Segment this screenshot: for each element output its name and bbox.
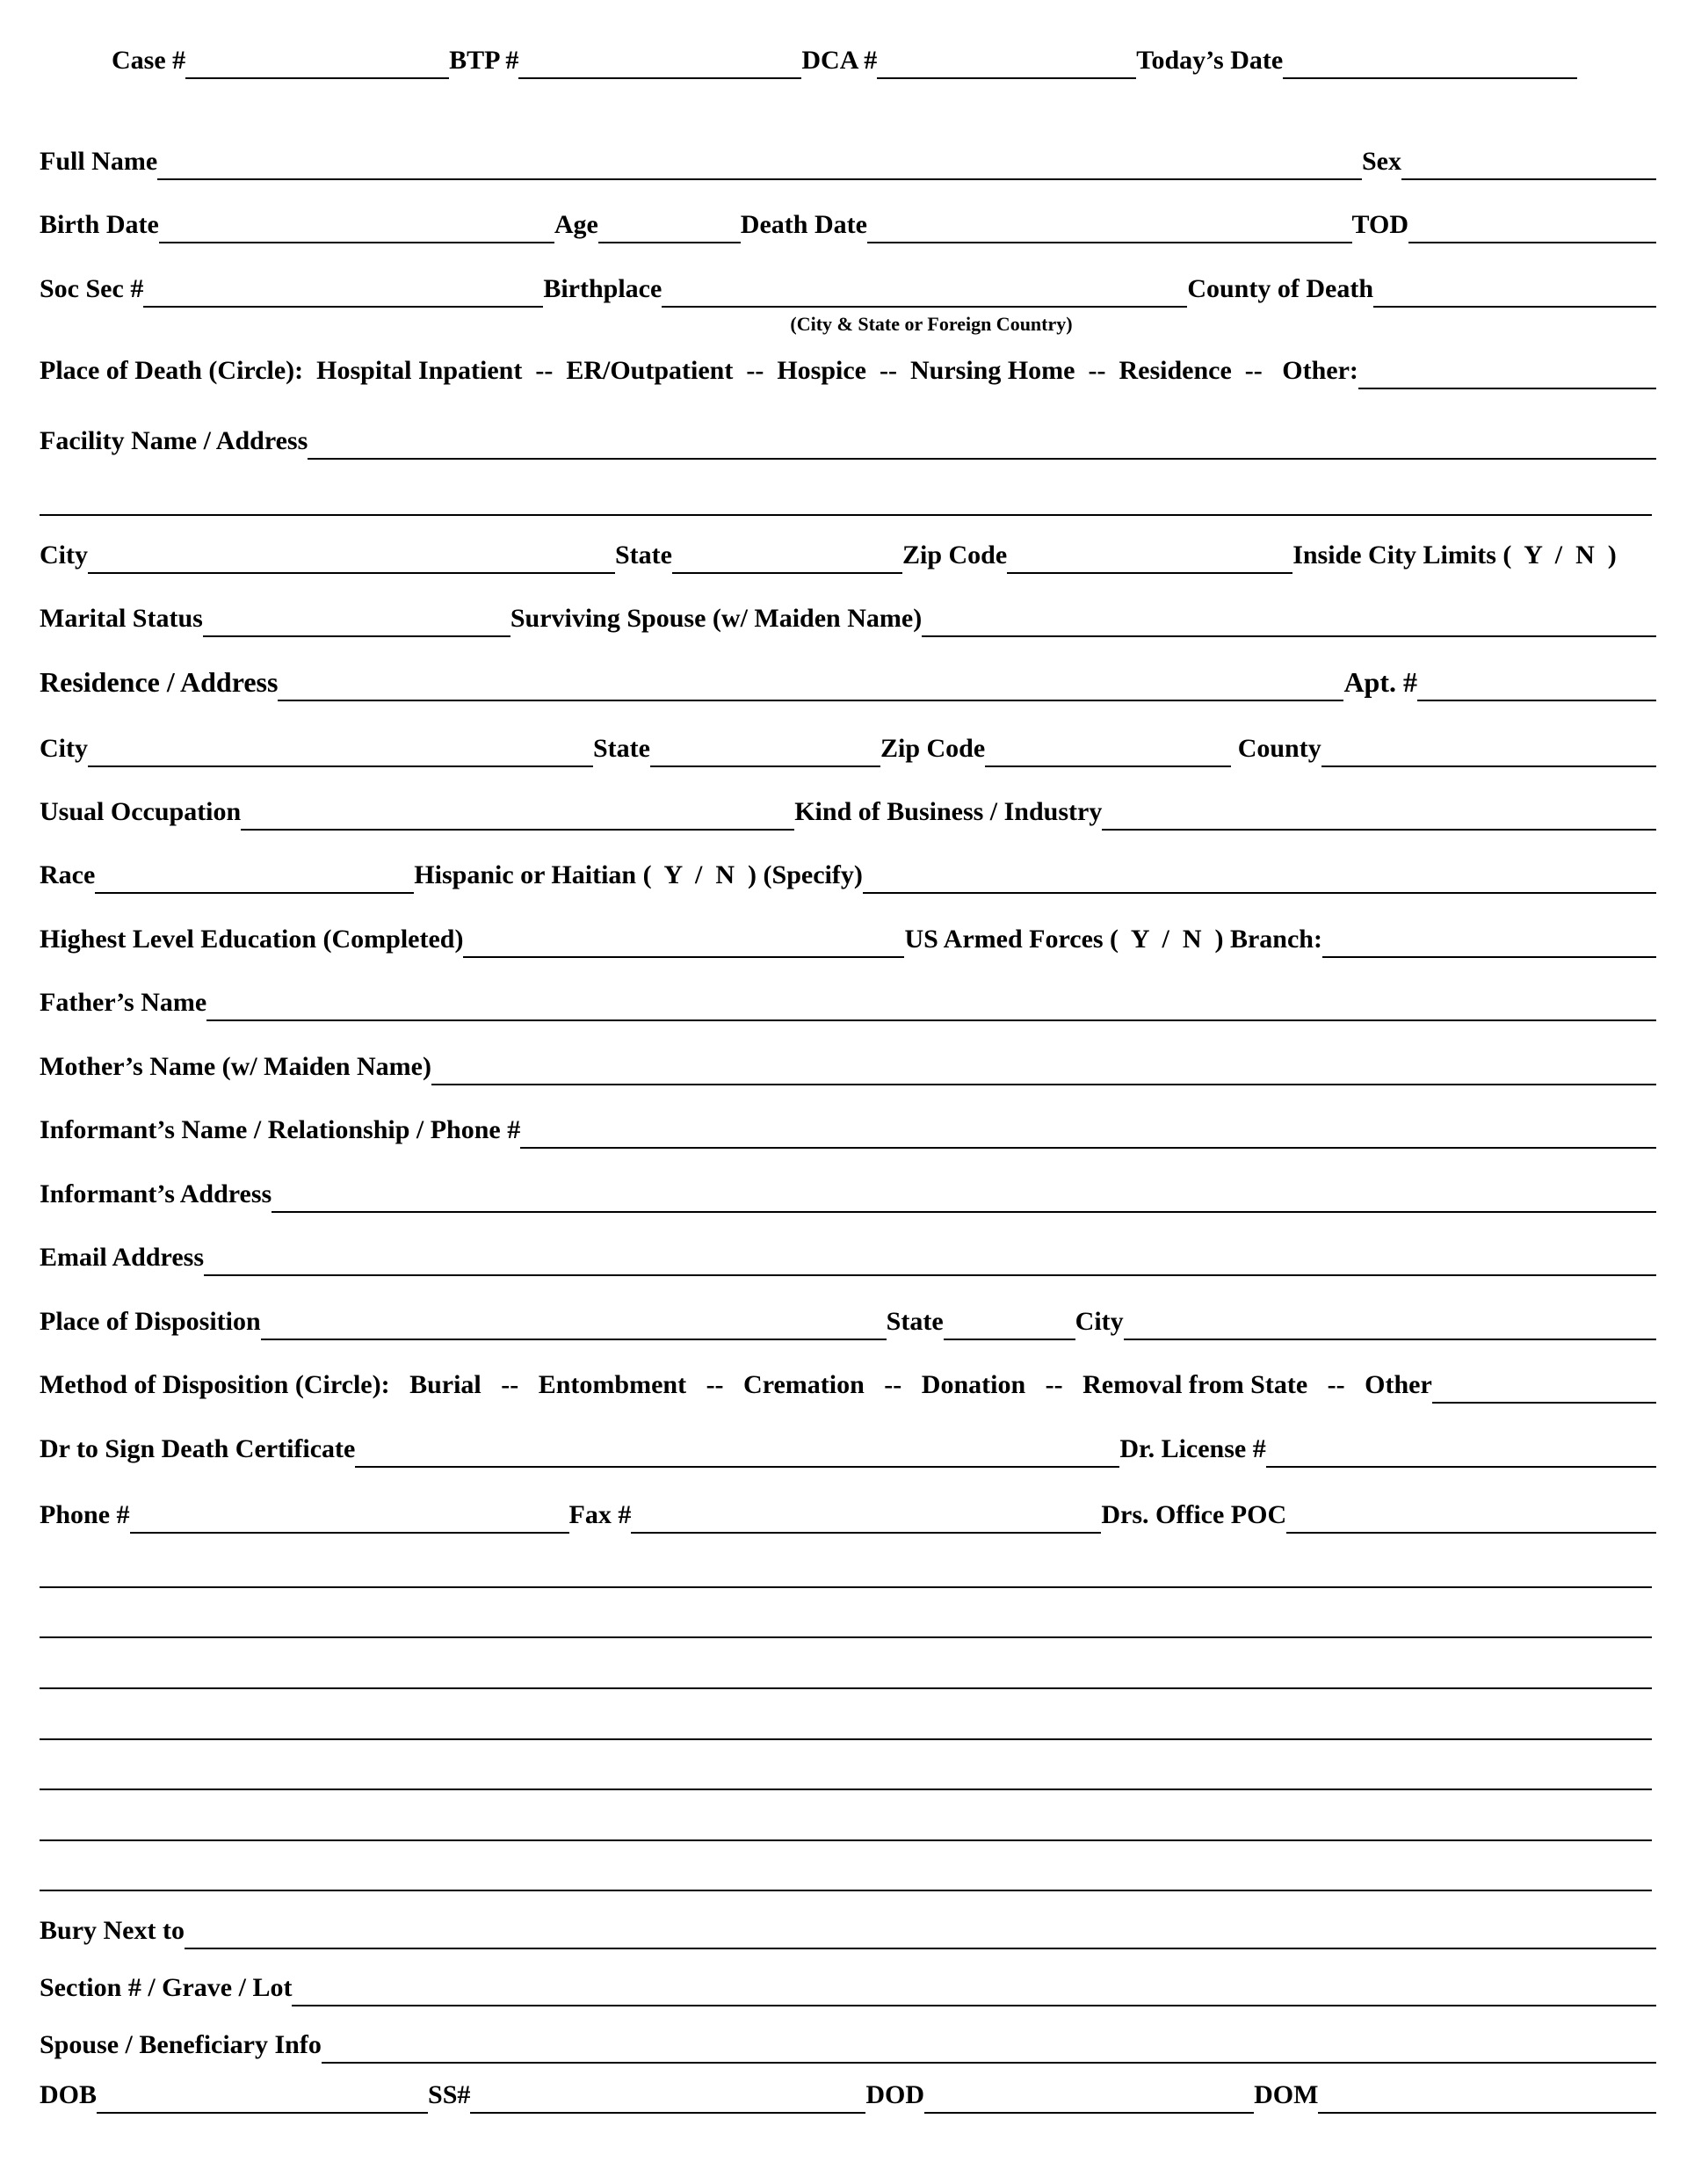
- place-of-death-label: Place of Death (Circle): Hospital Inpatient -- ER/Outpatient -- Hospice -- Nursing Home -- Residence -- Other:: [40, 356, 1358, 385]
- tod-label: TOD: [1351, 210, 1408, 239]
- city-label: City: [40, 541, 88, 570]
- dr-sign-field[interactable]: [355, 1436, 1119, 1468]
- drs-office-label: Drs. Office POC: [1101, 1500, 1287, 1529]
- education-label: Highest Level Education (Completed): [40, 925, 464, 954]
- bury-next-to-label: Bury Next to: [40, 1916, 185, 1945]
- notes-line[interactable]: [40, 1636, 1652, 1638]
- ss-field[interactable]: [470, 2082, 865, 2114]
- facility-city-row: [40, 539, 1656, 574]
- facility-field-continued[interactable]: [40, 514, 1652, 516]
- residence-row: [40, 666, 1656, 701]
- disposition-method-label: Method of Disposition (Circle): Burial -- Entombment -- Cremation -- Donation -- Removal from State -- Other: [40, 1370, 1432, 1399]
- disposition-other-field[interactable]: [1432, 1372, 1656, 1404]
- phone-label: Phone #: [40, 1500, 130, 1529]
- business-label: Kind of Business / Industry: [794, 797, 1103, 826]
- disposition-method-row: [40, 1368, 1656, 1404]
- header-row: [40, 44, 1656, 79]
- birthplace-field[interactable]: [662, 276, 1187, 308]
- residence-city-label: City: [40, 734, 88, 763]
- disposition-city-label: City: [1075, 1307, 1124, 1336]
- informant-label: Informant’s Name / Relationship / Phone #: [40, 1115, 521, 1144]
- fax-field[interactable]: [631, 1502, 1101, 1534]
- inside-city-limits-label[interactable]: Inside City Limits ( Y / N ): [1292, 541, 1617, 570]
- death-date-field[interactable]: [867, 212, 1352, 243]
- age-field[interactable]: [598, 212, 741, 243]
- apt-label: Apt. #: [1343, 666, 1417, 698]
- section-label: Section # / Grave / Lot: [40, 1973, 293, 2002]
- marital-row: [40, 602, 1656, 637]
- disposition-place-row: [40, 1305, 1656, 1340]
- age-label: Age: [554, 210, 598, 239]
- section-field[interactable]: [292, 1975, 1656, 2006]
- mother-field[interactable]: [431, 1054, 1656, 1085]
- sex-label: Sex: [1362, 147, 1401, 176]
- notes-line[interactable]: [40, 1839, 1652, 1841]
- dr-sign-row: [40, 1433, 1656, 1468]
- todays-date-label: Today’s Date: [1136, 46, 1284, 75]
- death-intake-form: [40, 0, 1656, 2184]
- full-name-field[interactable]: [157, 149, 1362, 180]
- race-label: Race: [40, 860, 96, 889]
- branch-field[interactable]: [1322, 926, 1656, 958]
- surviving-spouse-field[interactable]: [922, 606, 1656, 637]
- marital-status-label: Marital Status: [40, 604, 203, 633]
- death-date-label: Death Date: [740, 210, 867, 239]
- informant-address-field[interactable]: [272, 1181, 1656, 1213]
- spouse-info-field[interactable]: [322, 2032, 1656, 2064]
- dob-field[interactable]: [97, 2082, 428, 2114]
- father-row: [40, 986, 1656, 1021]
- birthplace-label: Birthplace: [543, 274, 662, 303]
- education-row: [40, 923, 1656, 958]
- ss-label: SS#: [428, 2080, 471, 2109]
- birthplace-hint: (City & State or Foreign Country): [790, 313, 1073, 335]
- dca-field[interactable]: [877, 47, 1136, 79]
- soc-sec-field[interactable]: [143, 276, 543, 308]
- dr-sign-label: Dr to Sign Death Certificate: [40, 1434, 356, 1463]
- dob-label: DOB: [40, 2080, 98, 2109]
- residence-state-label: State: [593, 734, 650, 763]
- informant-row: [40, 1114, 1656, 1149]
- dod-field[interactable]: [924, 2082, 1254, 2114]
- father-label: Father’s Name: [40, 988, 207, 1017]
- btp-label: BTP #: [449, 46, 519, 75]
- residence-label: Residence / Address: [40, 666, 279, 698]
- fax-label: Fax #: [568, 1500, 632, 1529]
- notes-line[interactable]: [40, 1890, 1652, 1891]
- facility-row: [40, 424, 1656, 460]
- email-field[interactable]: [204, 1244, 1656, 1276]
- residence-city-row: [40, 732, 1656, 767]
- surviving-spouse-label: Surviving Spouse (w/ Maiden Name): [510, 604, 923, 633]
- residence-city-field[interactable]: [88, 736, 593, 767]
- place-of-death-row: [40, 354, 1656, 389]
- armed-forces-label[interactable]: US Armed Forces ( Y / N ) Branch:: [904, 925, 1322, 954]
- notes-line[interactable]: [40, 1789, 1652, 1790]
- btp-field[interactable]: [518, 47, 801, 79]
- spouse-info-row: [40, 2028, 1656, 2064]
- informant-field[interactable]: [520, 1117, 1656, 1149]
- email-label: Email Address: [40, 1243, 204, 1272]
- business-field[interactable]: [1102, 799, 1656, 831]
- father-field[interactable]: [206, 990, 1656, 1021]
- education-field[interactable]: [463, 926, 904, 958]
- dr-license-label: Dr. License #: [1119, 1434, 1266, 1463]
- email-row: [40, 1241, 1656, 1276]
- mother-row: [40, 1050, 1656, 1085]
- state-label: State: [615, 541, 672, 570]
- occupation-row: [40, 795, 1656, 831]
- zip-field[interactable]: [1007, 542, 1292, 574]
- residence-zip-field[interactable]: [985, 736, 1231, 767]
- soc-sec-label: Soc Sec #: [40, 274, 144, 303]
- birth-date-field[interactable]: [159, 212, 554, 243]
- county-label: County: [1231, 734, 1321, 763]
- bury-next-to-field[interactable]: [185, 1918, 1656, 1949]
- disposition-city-field[interactable]: [1124, 1309, 1656, 1340]
- residence-field[interactable]: [278, 670, 1343, 701]
- phone-field[interactable]: [130, 1502, 569, 1534]
- county-field[interactable]: [1321, 736, 1656, 767]
- disposition-place-label: Place of Disposition: [40, 1307, 261, 1336]
- case-field[interactable]: [185, 47, 449, 79]
- facility-field[interactable]: [308, 428, 1656, 460]
- drs-office-field[interactable]: [1286, 1502, 1656, 1534]
- mother-label: Mother’s Name (w/ Maiden Name): [40, 1052, 431, 1081]
- residence-state-field[interactable]: [650, 736, 880, 767]
- city-field[interactable]: [88, 542, 615, 574]
- county-of-death-field[interactable]: [1373, 276, 1656, 308]
- state-field[interactable]: [672, 542, 902, 574]
- hispanic-label[interactable]: Hispanic or Haitian ( Y / N ) (Specify): [414, 860, 863, 889]
- hispanic-specify-field[interactable]: [863, 862, 1656, 894]
- spouse-info-label: Spouse / Beneficiary Info: [40, 2030, 322, 2059]
- full-name-label: Full Name: [40, 147, 158, 176]
- dob-row: [40, 2079, 1656, 2114]
- dr-license-field[interactable]: [1266, 1436, 1656, 1468]
- disposition-state-label: State: [886, 1307, 944, 1336]
- marital-status-field[interactable]: [203, 606, 510, 637]
- dom-field[interactable]: [1318, 2082, 1656, 2114]
- phone-row: [40, 1498, 1656, 1534]
- disposition-place-field[interactable]: [261, 1309, 887, 1340]
- notes-line[interactable]: [40, 1738, 1652, 1740]
- county-of-death-label: County of Death: [1187, 274, 1373, 303]
- occupation-label: Usual Occupation: [40, 797, 242, 826]
- dom-label: DOM: [1254, 2080, 1319, 2109]
- residence-zip-label: Zip Code: [880, 734, 986, 763]
- place-of-death-other-field[interactable]: [1358, 358, 1656, 389]
- bury-next-to-row: [40, 1914, 1656, 1949]
- notes-line[interactable]: [40, 1586, 1652, 1588]
- sex-field[interactable]: [1401, 149, 1656, 180]
- todays-date-field[interactable]: [1283, 47, 1577, 79]
- informant-address-label: Informant’s Address: [40, 1179, 272, 1208]
- full-name-row: [40, 145, 1656, 180]
- birth-row: [40, 208, 1656, 243]
- notes-line[interactable]: [40, 1687, 1652, 1689]
- facility-label: Facility Name / Address: [40, 426, 308, 455]
- case-label: Case #: [112, 46, 186, 75]
- dca-label: DCA #: [801, 46, 878, 75]
- occupation-field[interactable]: [241, 799, 794, 831]
- race-field[interactable]: [95, 862, 414, 894]
- disposition-state-field[interactable]: [944, 1309, 1075, 1340]
- tod-field[interactable]: [1408, 212, 1656, 243]
- ssn-row: [40, 272, 1656, 308]
- race-row: [40, 859, 1656, 894]
- informant-address-row: [40, 1178, 1656, 1213]
- zip-label: Zip Code: [901, 541, 1008, 570]
- section-row: [40, 1971, 1656, 2006]
- birth-date-label: Birth Date: [40, 210, 159, 239]
- apt-field[interactable]: [1417, 670, 1656, 701]
- dod-label: DOD: [865, 2080, 925, 2109]
